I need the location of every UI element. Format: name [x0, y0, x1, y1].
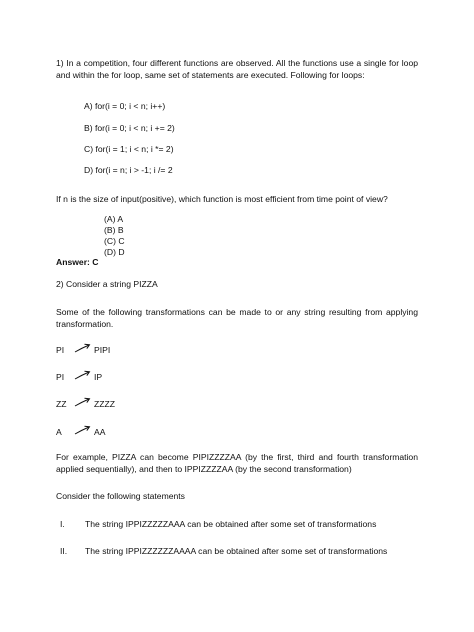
q1-option-d: (D) D [104, 247, 125, 257]
q1-loop-c: C) for(i = 1; i < n; i *= 2) [84, 144, 174, 154]
transformation-from: A [56, 427, 62, 437]
transformation-to: IP [94, 372, 103, 382]
statement-text: The string IPPIZZZZZAAA can be obtained after some set of transformations [85, 519, 377, 529]
q1-intro: 1) In a competition, four different functions are observed. All the functions use a single for loop and within the for loop, same set of statements are executed. Following for loops: [56, 58, 418, 80]
q1-loop-a: A) for(i = 0; i < n; i++) [84, 101, 166, 111]
q2-consider: Consider the following statements [56, 491, 185, 501]
q2-intro: Some of the following transformations can be made to or any string resulting from applying transformation. [56, 307, 418, 329]
q1-answer: Answer: C [56, 257, 99, 267]
statement-number: II. [60, 546, 68, 556]
transformation-from: PI [56, 372, 65, 382]
statement-text: The string IPPIZZZZZZAAAA can be obtained after some set of transformations [85, 546, 388, 556]
q1-loop-d: D) for(i = n; i > -1; i /= 2 [84, 165, 173, 175]
q1-question: If n is the size of input(positive), which function is most efficient from time point of view? [56, 194, 388, 204]
q1-option-b: (B) B [104, 225, 124, 235]
transformation-from: PI [56, 345, 65, 355]
statement-number: I. [60, 519, 65, 529]
right-arrow-icon [73, 423, 93, 437]
q2-example: For example, PIZZA can become PIPIZZZZAA (by the first, third and fourth transformation applied sequentially), and then to IPPIZZZZAA (by the second transformation) [56, 452, 418, 474]
transformation-to: PIPI [94, 345, 111, 355]
q1-loop-b: B) for(i = 0; i < n; i += 2) [84, 123, 175, 133]
transformation-from: ZZ [56, 399, 67, 409]
right-arrow-icon [73, 341, 93, 355]
right-arrow-icon [73, 395, 93, 409]
transformation-to: ZZZZ [94, 399, 115, 409]
transformation-to: AA [94, 427, 106, 437]
q1-option-c: (C) C [104, 236, 125, 246]
right-arrow-icon [73, 368, 93, 382]
q1-option-a: (A) A [104, 214, 124, 224]
q2-title: 2) Consider a string PIZZA [56, 279, 158, 289]
